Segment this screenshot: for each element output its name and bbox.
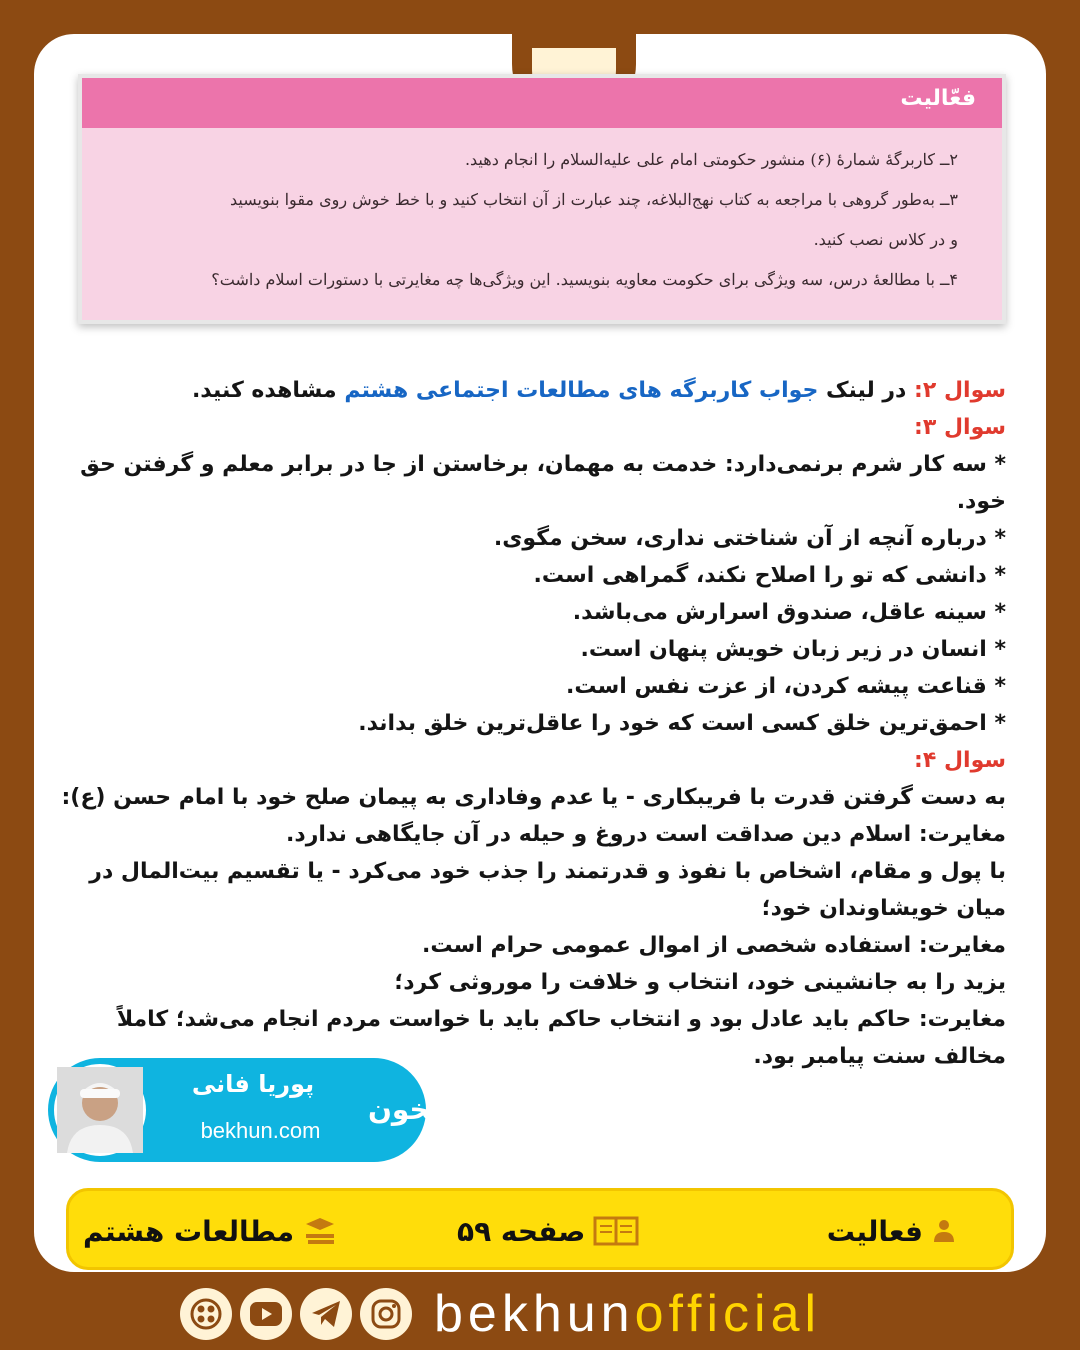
instagram-icon[interactable] [360,1288,412,1340]
q3-item: * سینه عاقل، صندوق اسرارش می‌باشد. [572,600,1006,625]
textbook-line: ۲ــ کاربرگهٔ شمارهٔ (۶) منشور حکومتی امام علی علیه‌السلام را انجام دهید. [464,150,958,169]
q2-text-after: مشاهده کنید. [191,378,337,403]
books-icon [302,1216,338,1246]
banner-activity-label: فعالیت [826,1214,923,1248]
q4-line: با پول و مقام، اشخاص با نفوذ و قدرتمند را جذب خود می‌کرد - یا تقسیم بیت‌المال در میان خویشاوندان خود؛ [89,859,1006,921]
handle-part-1: bekhun [434,1285,635,1343]
banner-page [457,1207,639,1255]
q3-item: * قناعت پیشه کردن، از عزت نفس است. [566,674,1006,699]
textbook-line: ۴ــ با مطالعهٔ درس، سه ویژگی برای حکومت معاویه بنویسید. این ویژگی‌ها چه مغایرتی با دستورات اسلام داشت؟ [211,270,958,289]
q2-text-before: در لینک [825,378,907,403]
q4-line: به دست گرفتن قدرت با فریبکاری - یا عدم وفاداری به پیمان صلح خود با امام حسن (ع): [61,785,1006,810]
avatar-icon [57,1067,143,1153]
q3-label: سوال ۳: [914,415,1006,440]
banner-activity [827,1207,957,1255]
aparat-icon[interactable] [180,1288,232,1340]
q3-item: * سه کار شرم برنمی‌دارد: خدمت به مهمان، برخاستن از جا در برابر معلم و گرفتن حق خود. [80,452,1006,514]
banner-subject-label: مطالعات هشتم [83,1214,295,1248]
q3-item: * احمق‌ترین خلق کسی است که خود را عاقل‌ترین خلق بداند. [358,711,1006,736]
q3-item: * درباره آنچه از آن شناختی نداری، سخن مگوی. [493,526,1006,551]
textbook-lines [82,128,1002,300]
social-handle[interactable] [434,1284,821,1344]
q2-label: سوال ۲: [914,378,1006,403]
textbook-line: و در کلاس نصب کنید. [813,230,958,249]
q2-link[interactable]: جواب کاربرگه های مطالعات اجتماعی هشتم [344,378,819,403]
teacher-icon [931,1218,957,1244]
textbook-line: ۳ــ به‌طور گروهی با مراجعه به کتاب نهج‌البلاغه، چند عبارت از آن انتخاب کنید و با خط خوش روی مقوا بنویسید [230,190,958,209]
q2-paragraph [60,372,1006,409]
textbook-excerpt [78,74,1006,324]
author-badge [48,1058,441,1162]
book-icon [593,1214,639,1248]
handle-part-2: official [634,1285,822,1343]
q4-label: سوال ۴: [914,748,1006,773]
author-name: پوریا فانی [191,1070,315,1098]
q4-line: مغایرت: اسلام دین صداقت است دروغ و حیله در آن جایگاهی ندارد. [286,822,1006,847]
banner-subject [83,1207,338,1255]
info-banner [66,1188,1014,1270]
brand-logo-small: بخون [368,1093,441,1126]
avatar [54,1064,146,1156]
youtube-icon[interactable] [240,1288,292,1340]
telegram-icon[interactable] [300,1288,352,1340]
q4-line: مغایرت: حاکم باید عادل بود و انتخاب حاکم باید با خواست مردم انجام می‌شد؛ کاملاً مخالف سنت پیامبر بود. [116,1007,1006,1069]
social-bar [180,1282,910,1346]
q3-item: * انسان در زیر زبان خویش پنهان است. [580,637,1006,662]
answers-section [60,372,1006,1075]
textbook-header: فعّالیت [82,78,1002,128]
banner-page-label: صفحه ۵۹ [457,1214,586,1248]
q4-line: یزید را به جانشینی خود، انتخاب و خلافت را موروثی کرد؛ [394,970,1006,995]
q3-item: * دانشی که تو را اصلاح نکند، گمراهی است. [533,563,1006,588]
author-site[interactable]: bekhun.com [200,1118,321,1143]
q4-line: مغایرت: استفاده شخصی از اموال عمومی حرام است. [422,933,1006,958]
